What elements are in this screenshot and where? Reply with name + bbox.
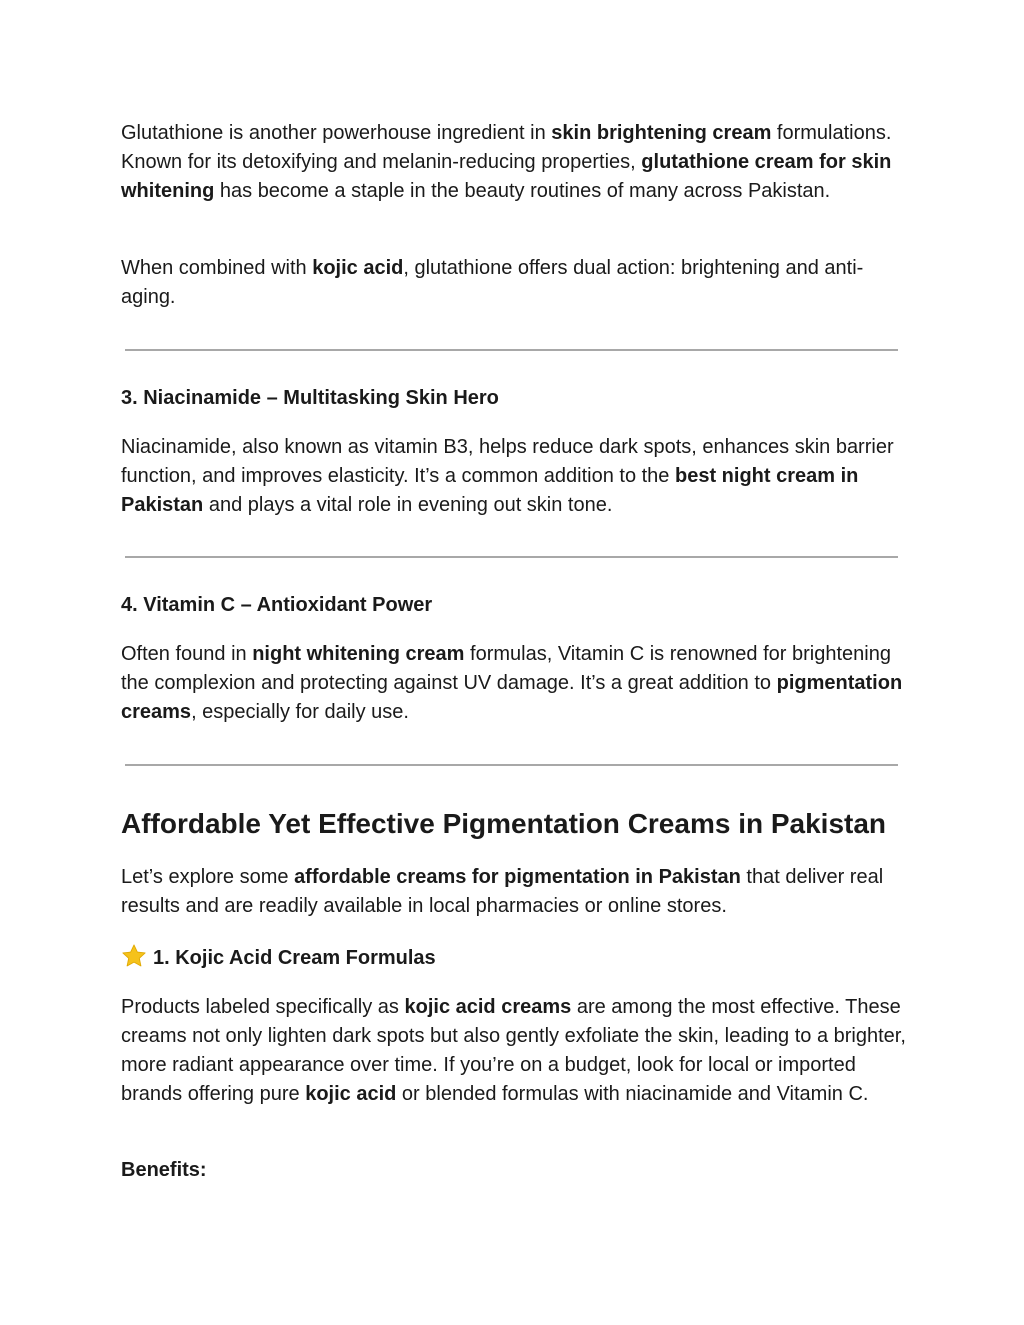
paragraph-combined: When combined with kojic acid, glutathione offers dual action: brightening and anti-aging.	[121, 257, 864, 308]
divider	[125, 349, 898, 351]
paragraph-vitamin-c: Often found in night whitening cream formulas, Vitamin C is renowned for brightening the complexion and protecting against UV damage. It’s a great addition to pigmentation creams, especially for daily use.	[121, 643, 903, 723]
star-icon	[121, 943, 147, 969]
section-heading: Affordable Yet Effective Pigmentation Creams in Pakistan	[121, 808, 887, 839]
paragraph-niacinamide: Niacinamide, also known as vitamin B3, helps reduce dark spots, enhances skin barrier function, and improves elasticity. It’s a common addition to the best night cream in Pakistan and plays a vital role in evening out skin tone.	[121, 436, 894, 516]
heading-kojic: 1. Kojic Acid Cream Formulas	[121, 943, 436, 973]
divider	[125, 764, 898, 766]
heading-vitamin-c: 4. Vitamin C – Antioxidant Power	[121, 594, 433, 616]
paragraph-glutathione: Glutathione is another powerhouse ingredient in skin brightening cream formulations. Known for its detoxifying and melanin-reducing properties, glutathione cream for skin whitening has become a staple in the beauty routines of many across Pakistan.	[121, 122, 892, 202]
heading-niacinamide: 3. Niacinamide – Multitasking Skin Hero	[121, 387, 499, 409]
paragraph-explore: Let’s explore some affordable creams for pigmentation in Pakistan that deliver real results and are readily available in local pharmacies or online stores.	[121, 866, 884, 917]
divider	[125, 556, 898, 558]
paragraph-kojic: Products labeled specifically as kojic acid creams are among the most effective. These creams not only lighten dark spots but also gently exfoliate the skin, leading to a brighter, more radiant appearance over time. If you’re on a budget, look for local or imported brands offering pure kojic acid or blended formulas with niacinamide and Vitamin C.	[121, 996, 906, 1105]
heading-benefits: Benefits:	[121, 1159, 207, 1181]
